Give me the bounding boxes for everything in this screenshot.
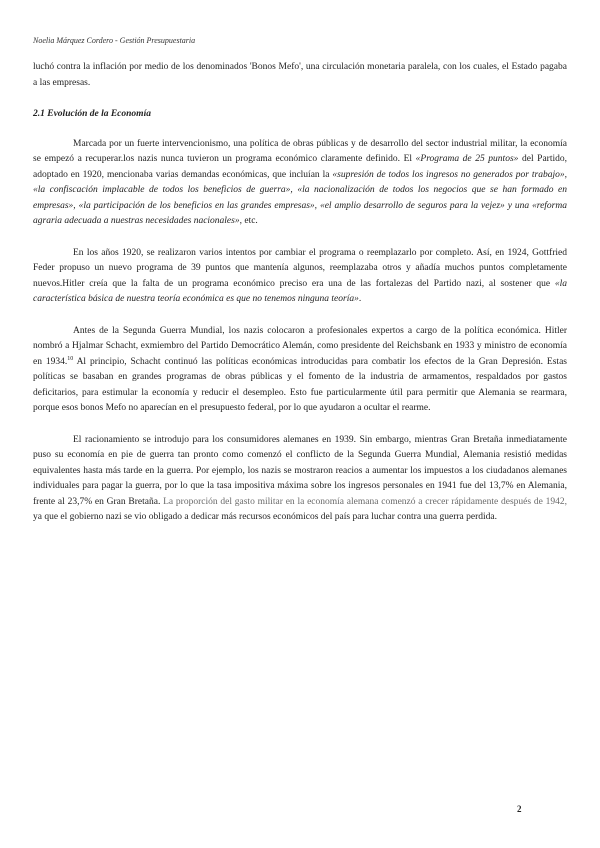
section-heading: 2.1 Evolución de la Economía [33,109,151,119]
footnote-ref: 10 [67,355,74,362]
paragraph-4: El racionamiento se introdujo para los consumidores alemanes en 1939. Sin embargo, mientras Gran Bretaña inmediatamente puso su economía en pie de guerra tan pronto como comenzó el conflicto de la Segunda Guerra Mundial, Alemania resistió medidas equivalentes hasta más tarde en la guerra. Por ejemplo, los nazis se mostraron reacios a aumentar los impuestos a los ciudadanos alemanes individuales para pagar la guerra, por lo que la tasa impositiva máxima sobre los ingresos personales en 1941 fue del 13,7% en Alemania, frente al 23,7% en Gran Bretaña. La proporción del gasto militar en la economía alemana comenzó a crecer rápidamente después de 1942, ya que el gobierno nazi se vio obligado a dedicar más recursos económicos del país para luchar contra una guerra perdida. [33,434,567,522]
body-text [33,60,567,542]
paragraph-continuation: luchó contra la inflación por medio de los denominados 'Bonos Mefo', una circulación monetaria paralela, con los cuales, el Estado pagaba a las empresas. [33,62,567,88]
running-header: Noelia Márquez Cordero - Gestión Presupuestaria [33,36,196,45]
page-number: 2 [517,804,522,814]
paragraph-1: Marcada por un fuerte intervencionismo, una política de obras públicas y de desarrollo del sector industrial militar, la economía se empezó a recuperar.los nazis nunca tuvieron un programa económico claramente definido. El «Programa de 25 puntos» del Partido, adoptado en 1920, mencionaba varias demandas económicas, que incluían la «supresión de todos los ingresos no generados por trabajo», «la confiscación implacable de todos los beneficios de guerra», «la nacionalización de todos los negocios que se han formado en empresas», «la participación de los beneficios en las grandes empresas», «el amplio desarrollo de seguros para la vejez» y una «reforma agraria adecuada a nuestras necesidades nacionales», etc. [33,138,567,226]
paragraph-3: Antes de la Segunda Guerra Mundial, los nazis colocaron a profesionales expertos a cargo de la política económica. Hitler nombró a Hjalmar Schacht, exmiembro del Partido Democrático Alemán, como presidente del Reichsbank en 1933 y ministro de economía en 1934.10 Al principio, Schacht continuó las políticas económicas introducidas para combatir los efectos de la Gran Depresión. Estas políticas se basaban en grandes programas de obras públicas y el fomento de la industria de armamentos, respaldados por gastos deficitarios, para estimular la economía y reducir el desempleo. Esto fue particularmente útil para permitir que Alemania se rearmara, porque esos bonos Mefo no aparecían en el presupuesto federal, por lo que ayudaron a ocultar el rearme. [33,325,567,413]
paragraph-2: En los años 1920, se realizaron varios intentos por cambiar el programa o reemplazarlo por completo. Así, en 1924, Gottfried Feder propuso un nuevo programa de 39 puntos que mantenía algunos, reemplazaba otros y añadía muchos puntos completamente nuevos.Hitler creía que la falta de un programa económico preciso era una de las fortalezas del Partido nazi, al sostener que «la característica básica de nuestra teoría económica es que no tenemos ninguna teoría». [33,247,567,304]
